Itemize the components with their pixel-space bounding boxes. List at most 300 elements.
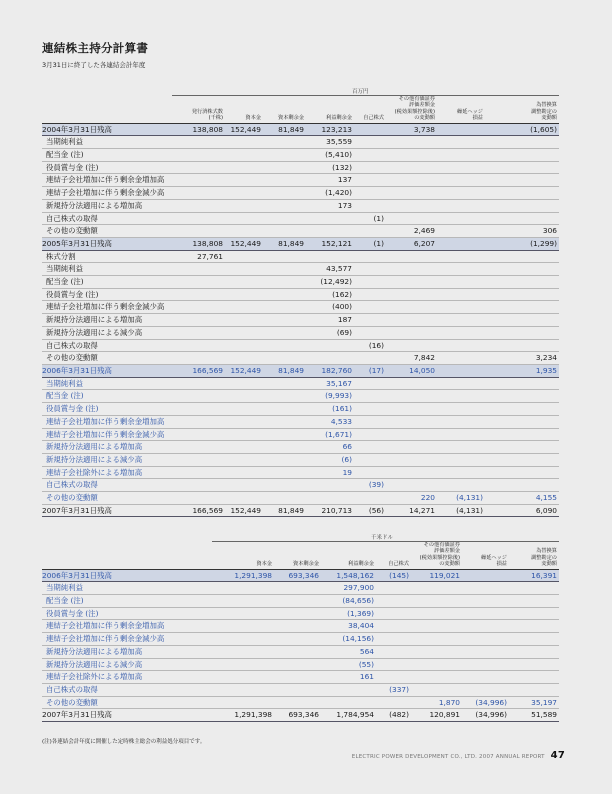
table-cell <box>437 288 485 301</box>
table-cell <box>354 225 386 238</box>
table-cell: (4,131) <box>437 492 485 505</box>
table-cell <box>176 479 225 492</box>
table-row <box>42 466 559 479</box>
table-row <box>42 453 559 466</box>
row-label: 配当金 (注) <box>42 149 176 162</box>
table-cell <box>274 645 321 658</box>
footer-report: 2007 ANNUAL REPORT <box>479 754 545 760</box>
table-cell: (337) <box>376 683 411 696</box>
row-label: 連結子会社除外による増加高 <box>42 466 176 479</box>
table-cell <box>354 441 386 454</box>
table-cell: 187 <box>306 314 354 327</box>
table-cell <box>263 149 306 162</box>
table-cell: 152,121 <box>306 237 354 250</box>
table-row <box>42 582 559 595</box>
table-cell <box>306 339 354 352</box>
row-label: 当期純利益 <box>42 582 212 595</box>
table-cell: 1,935 <box>485 364 559 377</box>
table-cell: 66 <box>306 441 354 454</box>
row-label: 自己株式の取得 <box>42 683 212 696</box>
table-cell <box>263 390 306 403</box>
table-row <box>42 263 559 276</box>
table-cell <box>386 149 437 162</box>
table-cell <box>176 390 225 403</box>
table-cell <box>263 276 306 289</box>
table-cell <box>354 301 386 314</box>
table-cell <box>263 136 306 149</box>
table-cell <box>274 633 321 646</box>
table-cell <box>263 187 306 200</box>
table-cell <box>437 161 485 174</box>
table-cell <box>263 415 306 428</box>
row-label: 当期純利益 <box>42 377 176 390</box>
table-cell <box>462 620 509 633</box>
table-cell <box>509 633 559 646</box>
table-cell: (84,656) <box>321 595 376 608</box>
column-header: その他有価証券 評価差額金 (税効果額控除後) の変動額 <box>411 542 462 569</box>
table-cell: (34,996) <box>462 696 509 709</box>
table-row <box>42 136 559 149</box>
table-cell <box>306 225 354 238</box>
row-label: 連結子会社増加に伴う剰余金減少高 <box>42 187 176 200</box>
page-footer <box>352 750 565 761</box>
table-cell <box>176 199 225 212</box>
row-label: 当期純利益 <box>42 136 176 149</box>
table-cell <box>485 339 559 352</box>
row-label: 自己株式の取得 <box>42 212 176 225</box>
column-header: 資本金 <box>212 542 274 569</box>
table-row <box>42 595 559 608</box>
table-cell: 3,738 <box>386 123 437 136</box>
table-cell <box>509 671 559 684</box>
table-cell: 14,050 <box>386 364 437 377</box>
table-cell <box>274 620 321 633</box>
table-cell <box>485 326 559 339</box>
row-label: 配当金 (注) <box>42 595 212 608</box>
table-cell <box>176 326 225 339</box>
table-cell <box>225 212 263 225</box>
table-cell <box>437 263 485 276</box>
table-row <box>42 390 559 403</box>
table-cell <box>263 263 306 276</box>
table-cell <box>386 339 437 352</box>
table-cell <box>263 301 306 314</box>
table-cell <box>225 352 263 365</box>
table-cell <box>306 250 354 263</box>
table-cell: (1,671) <box>306 428 354 441</box>
column-header: 為替換算 調整勘定の 変動額 <box>509 542 559 569</box>
table-cell <box>225 263 263 276</box>
table-cell <box>485 428 559 441</box>
table-cell: (1,420) <box>306 187 354 200</box>
table-cell: 119,021 <box>411 569 462 582</box>
table-cell <box>176 276 225 289</box>
table-cell <box>386 415 437 428</box>
table-cell: 166,569 <box>176 364 225 377</box>
table-cell <box>462 683 509 696</box>
table-cell: (56) <box>354 504 386 517</box>
row-label: 2007年3月31日残高 <box>42 504 176 517</box>
table-cell <box>212 582 274 595</box>
table-row <box>42 250 559 263</box>
row-label: 新規持分法適用による増加高 <box>42 441 176 454</box>
table-cell <box>462 569 509 582</box>
table-row <box>42 301 559 314</box>
table-cell <box>386 428 437 441</box>
table-cell <box>176 415 225 428</box>
table-cell: 297,900 <box>321 582 376 595</box>
table-row <box>42 225 559 238</box>
row-label: 役員賞与金 (注) <box>42 288 176 301</box>
table-row <box>42 377 559 390</box>
row-label: 2006年3月31日残高 <box>42 364 176 377</box>
table-cell <box>386 479 437 492</box>
table-cell <box>306 479 354 492</box>
table-cell: 81,849 <box>263 123 306 136</box>
table-cell <box>176 225 225 238</box>
table-cell <box>225 326 263 339</box>
table-cell <box>176 187 225 200</box>
table-cell <box>354 428 386 441</box>
table-cell <box>485 301 559 314</box>
table-cell: (12,492) <box>306 276 354 289</box>
table-cell <box>176 492 225 505</box>
row-label: 配当金 (注) <box>42 390 176 403</box>
balance-row <box>42 364 559 377</box>
table-cell <box>354 326 386 339</box>
table-cell <box>485 403 559 416</box>
table-cell <box>437 174 485 187</box>
table-cell <box>386 466 437 479</box>
table-cell <box>263 250 306 263</box>
table-cell <box>376 645 411 658</box>
table-cell <box>212 683 274 696</box>
table-cell: (16) <box>354 339 386 352</box>
column-header-row <box>42 96 559 123</box>
balance-row <box>42 237 559 250</box>
table-cell: 2,469 <box>386 225 437 238</box>
table-row <box>42 174 559 187</box>
table-cell <box>386 301 437 314</box>
column-header: 資本剰余金 <box>274 542 321 569</box>
table-cell: (69) <box>306 326 354 339</box>
table-row <box>42 149 559 162</box>
top-unit-label: 百万円 <box>352 89 369 95</box>
column-header: 自己株式 <box>376 542 411 569</box>
table-cell <box>485 250 559 263</box>
table-cell <box>225 441 263 454</box>
table-cell: (132) <box>306 161 354 174</box>
table-cell: (5,410) <box>306 149 354 162</box>
table-cell <box>225 301 263 314</box>
table-cell <box>485 453 559 466</box>
table-cell <box>509 595 559 608</box>
row-label: 新規持分法適用による減少高 <box>42 326 176 339</box>
table-cell <box>225 187 263 200</box>
table-cell: 27,761 <box>176 250 225 263</box>
table-cell: 166,569 <box>176 504 225 517</box>
table-cell <box>354 250 386 263</box>
table-cell <box>509 658 559 671</box>
table-cell <box>354 288 386 301</box>
table-cell <box>437 453 485 466</box>
table-cell <box>263 212 306 225</box>
table-cell <box>485 161 559 174</box>
table-cell <box>509 683 559 696</box>
table-cell <box>437 339 485 352</box>
row-label: 2004年3月31日残高 <box>42 123 176 136</box>
table-cell <box>509 582 559 595</box>
table-cell <box>437 326 485 339</box>
column-header: 繰延ヘッジ 損益 <box>437 96 485 123</box>
table-cell <box>386 403 437 416</box>
table-cell <box>411 671 462 684</box>
column-header: 資本剰余金 <box>263 96 306 123</box>
table-cell <box>176 161 225 174</box>
table-cell <box>263 453 306 466</box>
table-cell: 35,167 <box>306 377 354 390</box>
table-cell: 6,207 <box>386 237 437 250</box>
table-cell <box>411 582 462 595</box>
table-row <box>42 288 559 301</box>
table-cell <box>485 276 559 289</box>
table-cell <box>354 390 386 403</box>
table-cell: 152,449 <box>225 504 263 517</box>
table-cell <box>321 683 376 696</box>
table-cell <box>263 352 306 365</box>
table-cell <box>354 123 386 136</box>
table-cell: (482) <box>376 709 411 722</box>
table-cell <box>462 633 509 646</box>
table-cell <box>274 696 321 709</box>
table-row <box>42 199 559 212</box>
table-cell <box>306 212 354 225</box>
table-cell: 120,891 <box>411 709 462 722</box>
table-cell <box>225 428 263 441</box>
table-cell <box>386 136 437 149</box>
table-cell: (55) <box>321 658 376 671</box>
equity-table-usd <box>42 542 559 722</box>
table-cell <box>354 161 386 174</box>
row-label: 2007年3月31日残高 <box>42 709 212 722</box>
table-cell: 16,391 <box>509 569 559 582</box>
table-cell: 123,213 <box>306 123 354 136</box>
table-cell: (39) <box>354 479 386 492</box>
bottom-unit-label: 千米ドル <box>371 535 394 541</box>
table-cell: (4,131) <box>437 504 485 517</box>
table-cell <box>176 428 225 441</box>
table-cell: 693,346 <box>274 569 321 582</box>
row-label: 2006年3月31日残高 <box>42 569 212 582</box>
table-cell <box>212 645 274 658</box>
table-cell: 19 <box>306 466 354 479</box>
row-label: 新規持分法適用による増加高 <box>42 645 212 658</box>
table-cell <box>354 352 386 365</box>
table-cell <box>386 161 437 174</box>
page-number: 47 <box>550 750 565 761</box>
column-header: 利益剰余金 <box>306 96 354 123</box>
table-cell <box>437 276 485 289</box>
table-row <box>42 607 559 620</box>
table-row <box>42 339 559 352</box>
table-cell: 38,404 <box>321 620 376 633</box>
column-header: その他有価証券 評価差額金 (税効果額控除後) の変動額 <box>386 96 437 123</box>
table-row <box>42 671 559 684</box>
table-cell <box>176 314 225 327</box>
page-title: 連結株主持分計算書 <box>42 41 149 55</box>
table-cell <box>386 250 437 263</box>
table-cell <box>509 620 559 633</box>
table-cell <box>176 174 225 187</box>
table-cell <box>411 683 462 696</box>
table-cell <box>354 276 386 289</box>
table-cell <box>437 187 485 200</box>
balance-row <box>42 709 559 722</box>
table-cell <box>462 582 509 595</box>
table-cell: 1,870 <box>411 696 462 709</box>
table-row <box>42 276 559 289</box>
table-cell: 1,291,398 <box>212 569 274 582</box>
table-cell: 693,346 <box>274 709 321 722</box>
table-row <box>42 352 559 365</box>
table-cell <box>354 174 386 187</box>
table-cell <box>212 633 274 646</box>
table-cell <box>176 377 225 390</box>
table-cell <box>225 174 263 187</box>
row-label: その他の変動額 <box>42 352 176 365</box>
table-cell <box>462 658 509 671</box>
table-cell <box>437 403 485 416</box>
row-label: 連結子会社増加に伴う剰余金増加高 <box>42 415 176 428</box>
table-cell <box>386 288 437 301</box>
table-cell <box>485 288 559 301</box>
table-cell <box>437 377 485 390</box>
table-cell <box>411 595 462 608</box>
table-cell: 51,589 <box>509 709 559 722</box>
table-cell <box>212 696 274 709</box>
table-cell <box>274 582 321 595</box>
table-cell: 220 <box>386 492 437 505</box>
table-cell: 35,197 <box>509 696 559 709</box>
table-cell <box>437 314 485 327</box>
table-row <box>42 161 559 174</box>
table-cell <box>306 492 354 505</box>
table-cell <box>176 453 225 466</box>
table-cell: 152,449 <box>225 123 263 136</box>
table-cell <box>176 212 225 225</box>
balance-row <box>42 504 559 517</box>
table-cell <box>485 174 559 187</box>
table-row <box>42 441 559 454</box>
table-cell <box>225 199 263 212</box>
table-cell: (9,993) <box>306 390 354 403</box>
table-cell <box>263 466 306 479</box>
table-cell <box>386 377 437 390</box>
table-row <box>42 403 559 416</box>
row-label: 配当金 (注) <box>42 276 176 289</box>
column-header: 資本金 <box>225 96 263 123</box>
table-cell <box>376 595 411 608</box>
table-cell <box>462 645 509 658</box>
table-cell <box>225 136 263 149</box>
table-cell <box>376 633 411 646</box>
row-label: 新規持分法適用による増加高 <box>42 314 176 327</box>
column-header: 為替換算 調整勘定の 変動額 <box>485 96 559 123</box>
table-cell <box>225 149 263 162</box>
table-cell: 81,849 <box>263 237 306 250</box>
table-cell <box>274 607 321 620</box>
table-cell <box>485 212 559 225</box>
table-row <box>42 428 559 441</box>
table-cell: 35,559 <box>306 136 354 149</box>
table-cell <box>274 683 321 696</box>
table-cell <box>354 403 386 416</box>
table-cell <box>411 633 462 646</box>
table-row <box>42 326 559 339</box>
table-cell: 306 <box>485 225 559 238</box>
table-cell <box>263 377 306 390</box>
table-cell <box>509 645 559 658</box>
table-cell <box>386 187 437 200</box>
table-cell <box>462 671 509 684</box>
table-row <box>42 658 559 671</box>
table-cell <box>225 250 263 263</box>
column-header: 発行済株式数 (千株) <box>176 96 225 123</box>
row-label: 新規持分法適用による減少高 <box>42 658 212 671</box>
table-cell <box>225 415 263 428</box>
table-cell <box>386 326 437 339</box>
table-row <box>42 212 559 225</box>
row-label: 自己株式の取得 <box>42 339 176 352</box>
row-label: 連結子会社除外による増加高 <box>42 671 212 684</box>
table-cell <box>176 466 225 479</box>
table-cell <box>485 136 559 149</box>
table-cell <box>212 607 274 620</box>
table-cell: 1,291,398 <box>212 709 274 722</box>
column-header <box>42 542 212 569</box>
table-cell: 138,808 <box>176 237 225 250</box>
table-cell <box>485 149 559 162</box>
table-cell: 81,849 <box>263 364 306 377</box>
balance-row <box>42 569 559 582</box>
row-label: 連結子会社増加に伴う剰余金減少高 <box>42 633 212 646</box>
row-label: 連結子会社増加に伴う剰余金増加高 <box>42 174 176 187</box>
table-cell <box>437 199 485 212</box>
table-cell <box>354 136 386 149</box>
table-cell: 161 <box>321 671 376 684</box>
table-cell <box>437 136 485 149</box>
table-cell <box>225 453 263 466</box>
table-cell: 7,842 <box>386 352 437 365</box>
row-label: 新規持分法適用による増加高 <box>42 199 176 212</box>
equity-table-yen <box>42 96 559 517</box>
table-cell: 1,548,162 <box>321 569 376 582</box>
table-cell <box>263 288 306 301</box>
table-cell: (1,299) <box>485 237 559 250</box>
table-cell: 182,760 <box>306 364 354 377</box>
table-cell <box>376 671 411 684</box>
table-cell <box>176 136 225 149</box>
table-cell <box>225 466 263 479</box>
table-cell <box>462 595 509 608</box>
table-cell: 138,808 <box>176 123 225 136</box>
table-cell <box>176 149 225 162</box>
table-cell <box>225 225 263 238</box>
table-cell <box>263 403 306 416</box>
table-cell <box>376 696 411 709</box>
table-cell <box>212 595 274 608</box>
table-cell <box>225 288 263 301</box>
